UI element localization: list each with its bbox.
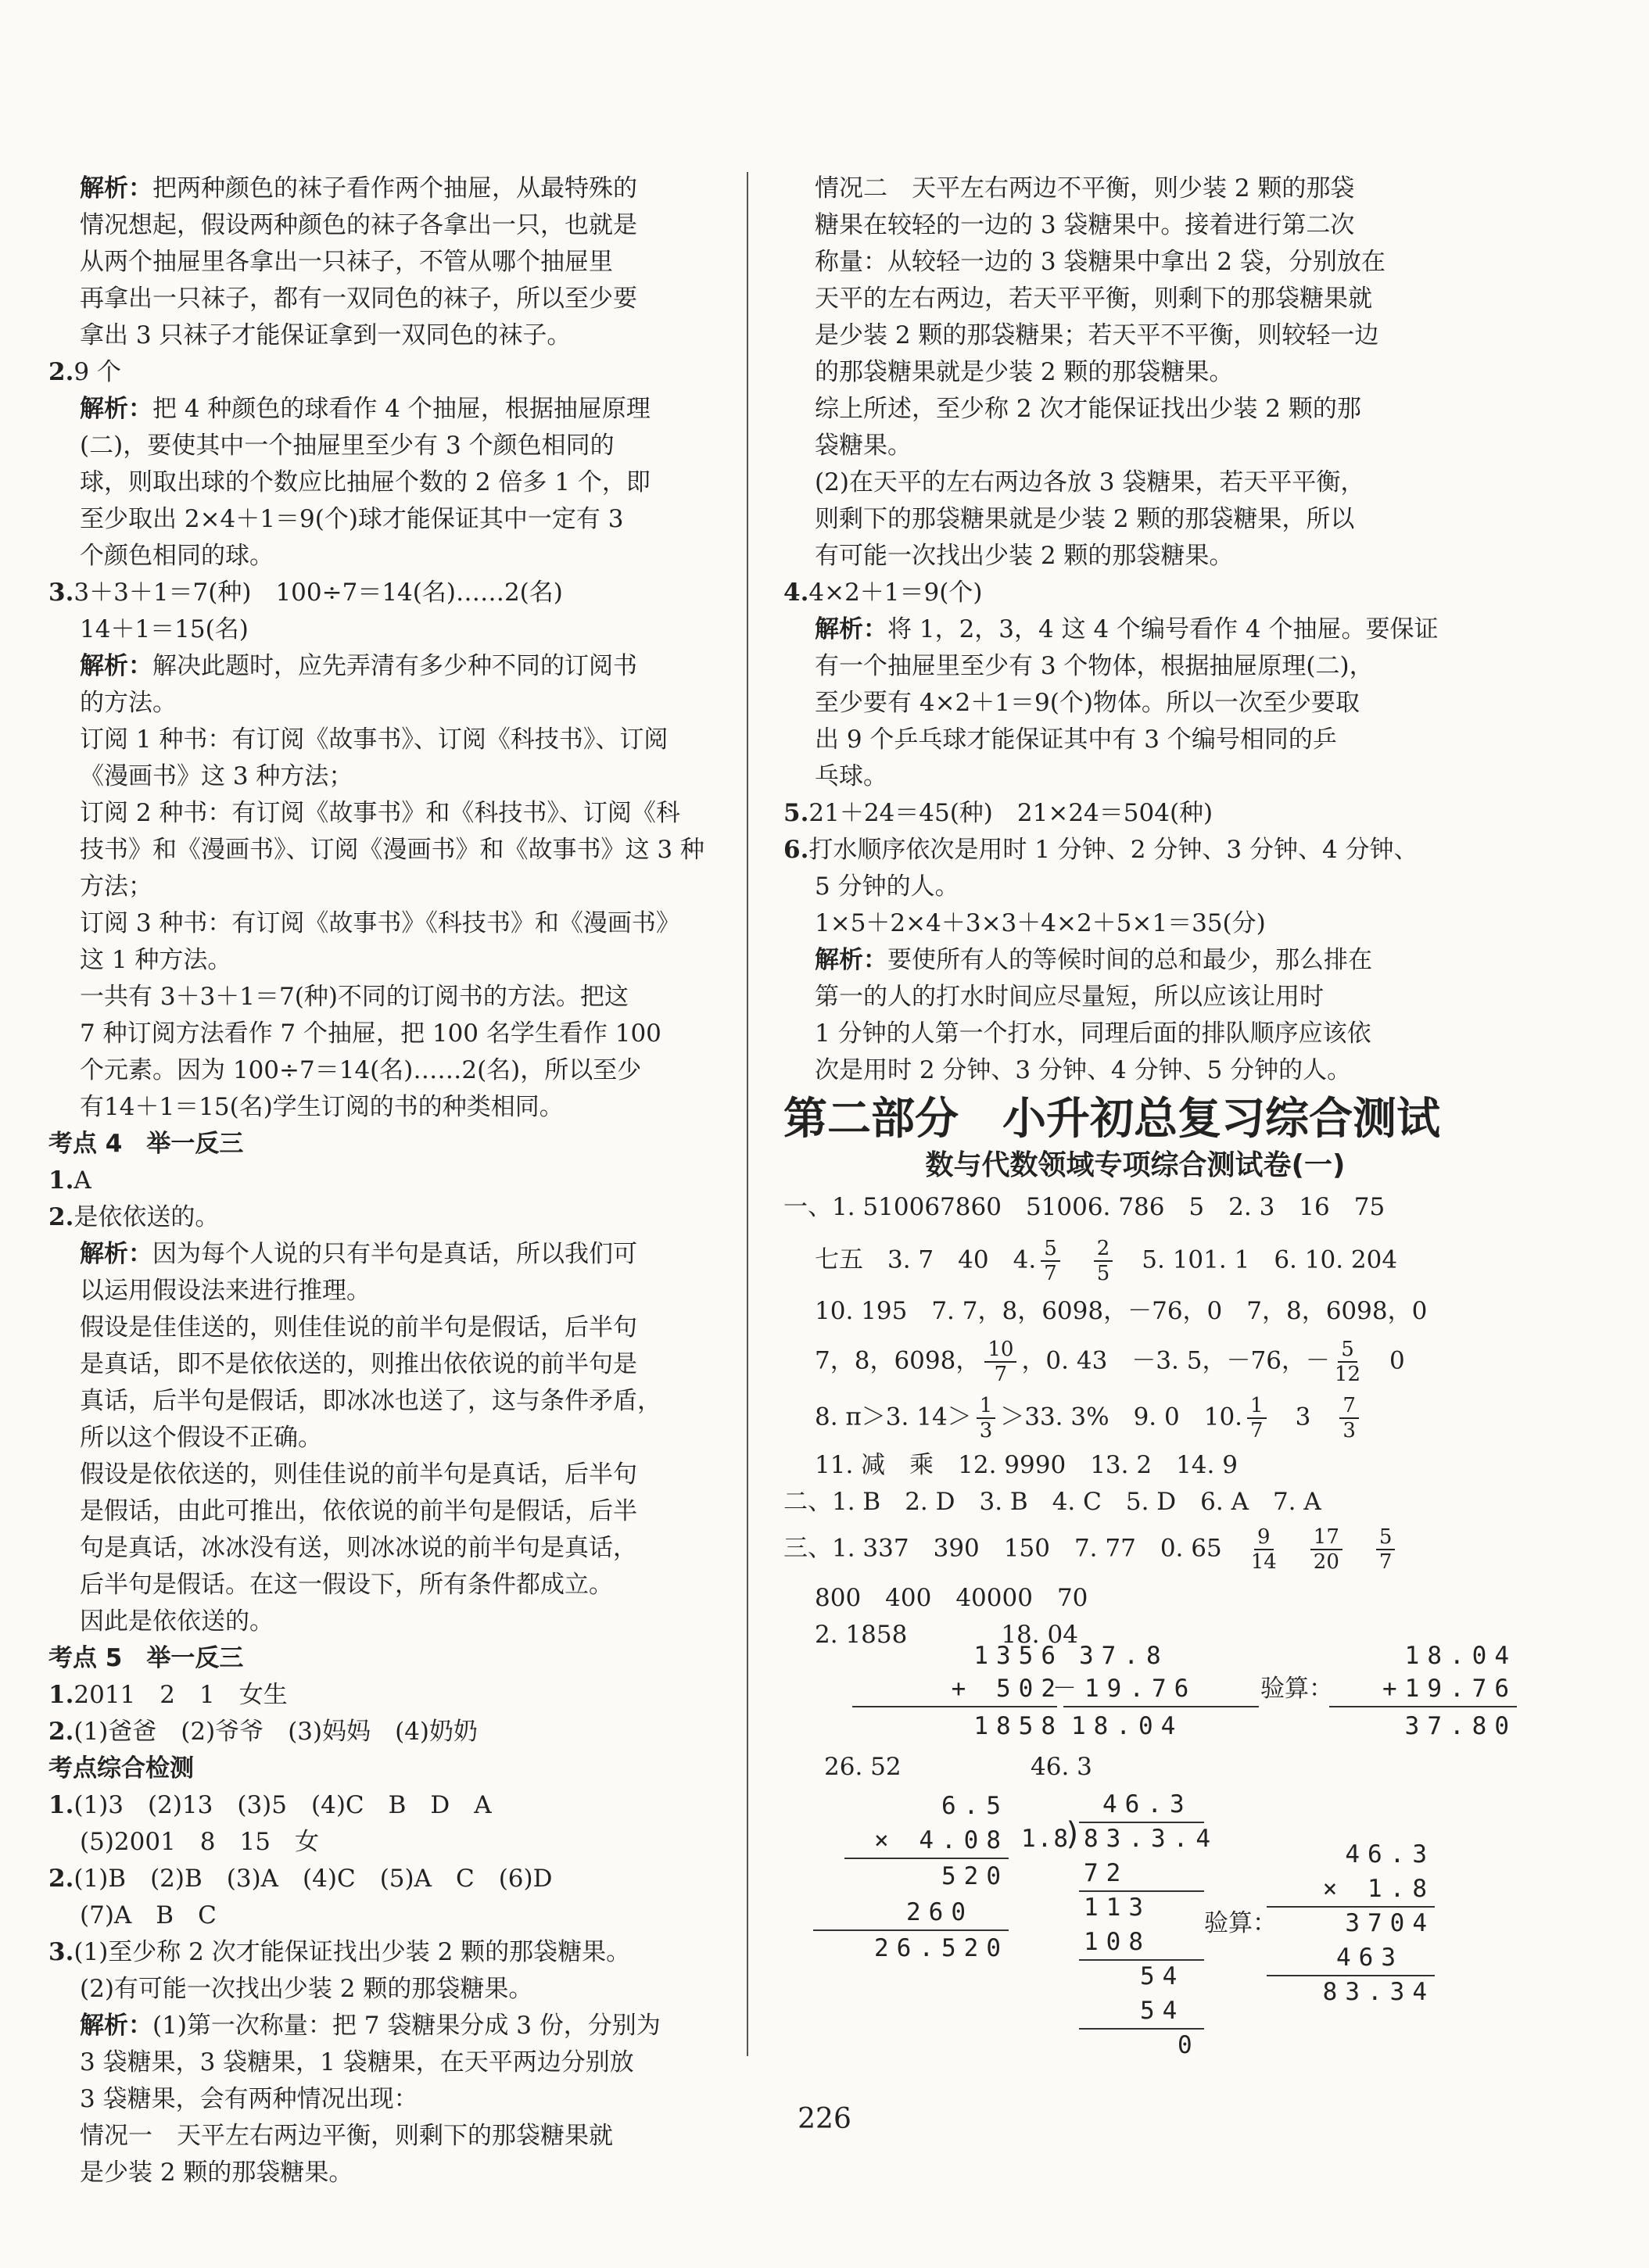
item-number: 2.: [48, 358, 74, 386]
answers-section-2: 二、1. B 2. D 3. B 4. C 5. D 6. A 7. A: [783, 1488, 1321, 1516]
text-line: [48, 1603, 721, 1640]
line-text: 的方法。: [80, 689, 177, 717]
line-text: 称量：从较轻一边的 3 袋糖果中拿出 2 袋，分别放在: [815, 248, 1386, 276]
text-line: [48, 207, 721, 244]
text-line: [783, 244, 1612, 281]
line-text: 因此是依依送的。: [80, 1607, 274, 1636]
text-line: [783, 1016, 1612, 1052]
line-text: 至少要有 4×2＋1＝9(个)物体。所以一次至少要取: [815, 689, 1360, 717]
line-text: 订阅 1 种书：有订阅《故事书》、订阅《科技书》、订阅: [80, 726, 669, 754]
text-line: [48, 1934, 721, 1971]
analysis-label: 解析：: [80, 1240, 152, 1268]
line-text: 假设是佳佳送的，则佳佳说的前半句是假话，后半句: [80, 1313, 637, 1342]
section-heading: 考点 4 举一反三: [48, 1130, 244, 1158]
calc-row: × 1.8: [1322, 1875, 1435, 1903]
text-line: [48, 538, 721, 575]
text-line: [783, 501, 1612, 538]
analysis-label: 解析：: [80, 174, 152, 202]
calc-row: 260: [906, 1898, 973, 1926]
text-line: [783, 317, 1612, 354]
s3-line-3: 2. 1858 18. 04: [815, 1621, 1078, 1649]
text-line: [48, 1199, 721, 1236]
text-line: [783, 685, 1612, 722]
text-line: [783, 942, 1612, 979]
text-line: [48, 1897, 721, 1934]
line-text: 以运用假设法来进行推理。: [80, 1277, 371, 1305]
text-line: [48, 1971, 721, 2008]
line-text: 把两种颜色的袜子看作两个抽屉，从最特殊的: [152, 174, 637, 202]
text-line: [48, 869, 721, 905]
calc-row: 26.520: [874, 1934, 1009, 1962]
item-number: 3.: [48, 579, 74, 607]
calc-rule: [813, 1929, 1009, 1931]
page-number: 226: [798, 2103, 851, 2135]
calc-row: 37.80: [1404, 1712, 1517, 1740]
text-line: [783, 354, 1612, 391]
part-title: 第二部分 小升初总复习综合测试: [783, 1094, 1440, 1145]
text-line: [48, 1677, 721, 1714]
text-line: [48, 1456, 721, 1493]
line-text: 3 袋糖果，3 袋糖果，1 袋糖果，在天平两边分别放: [80, 2048, 634, 2076]
text-line: [48, 1236, 721, 1273]
text-line: [48, 281, 721, 317]
s3-line-4a: 26. 52: [824, 1753, 902, 1781]
text-line: [48, 1530, 721, 1567]
line-text: 4×2＋1＝9(个): [808, 579, 983, 607]
line-text: 从两个抽屉里各拿出一只袜子，不管从哪个抽屉里: [80, 248, 613, 276]
line-text: 句是真话，冰冰没有送，则冰冰说的前半句是真话，: [80, 1534, 637, 1562]
line-text: 9 个: [73, 358, 121, 386]
line-text: 3 袋糖果，会有两种情况出现：: [80, 2085, 418, 2113]
calc-row: 3704: [1345, 1909, 1435, 1937]
line-text: 打水顺序依次是用时 1 分钟、2 分钟、3 分钟、4 分钟、: [808, 836, 1418, 864]
text-line: [48, 1420, 721, 1456]
item-number: 5.: [783, 799, 809, 827]
text-line: [48, 1567, 721, 1603]
line-text: 糖果在较轻的一边的 3 袋糖果中。接着进行第二次: [815, 211, 1355, 239]
text-line: [48, 611, 721, 648]
calc-row: 1356: [973, 1642, 1063, 1670]
s1-line-5: 8. π＞3. 14＞ $\frac{1}{3}$ ＞33. 3% 9. 0 10. $\frac{1}{7}$ 3 $\frac{7}{3}$: [783, 1394, 1612, 1442]
s1-line-1: 一、1. 510067860 51006. 786 5 2. 3 16 75: [783, 1193, 1386, 1221]
line-text: 方法；: [80, 872, 152, 901]
s3-line-1: 三、1. 337 390 150 7. 77 0. 65 $\frac{9}{14}$ $\frac{17}{20}$ $\frac{5}{7}$: [783, 1525, 1612, 1574]
calc-row: +19.76: [1382, 1675, 1517, 1703]
line-text: 有可能一次找出少装 2 颗的那袋糖果。: [815, 542, 1234, 570]
line-text: 这 1 种方法。: [80, 946, 232, 974]
line-text: 乓球。: [815, 762, 887, 790]
text-line: [48, 575, 721, 611]
line-text: 7 种订阅方法看作 7 个抽屉，把 100 名学生看作 100: [80, 1019, 661, 1048]
text-line: [48, 1163, 721, 1199]
text-line: [783, 538, 1612, 575]
line-text: 次是用时 2 分钟、3 分钟、4 分钟、5 分钟的人。: [815, 1056, 1352, 1084]
item-number: 3.: [48, 1938, 74, 1966]
line-text: 是真话，即不是依依送的，则推出依依说的前半句是: [80, 1350, 637, 1378]
check-label: 验算：: [1204, 1909, 1277, 1937]
check-label: 验算：: [1260, 1675, 1333, 1703]
s1-line-3: 10. 195 7. 7，8，6098，－76，0 7，8，6098，0: [815, 1297, 1428, 1325]
text-line: [48, 428, 721, 464]
line-text: 2011 2 1 女生: [73, 1681, 288, 1709]
calc-row: 108: [1084, 1928, 1151, 1956]
section-heading: 考点 5 举一反三: [48, 1644, 244, 1672]
text-line: [48, 905, 721, 942]
text-line: [48, 170, 721, 207]
fraction: $\frac{5}{7}$: [1041, 1237, 1060, 1285]
line-text: 后半句是假话。在这一假设下，所有条件都成立。: [80, 1571, 613, 1599]
text-line: [48, 979, 721, 1016]
text-line: [48, 1714, 721, 1750]
line-text: (1)3 (2)13 (3)5 (4)C B D A: [73, 1791, 492, 1819]
fraction: $\frac{17}{20}$: [1310, 1525, 1343, 1574]
line-text: (7)A B C: [80, 1901, 217, 1929]
line-text: (1)第一次称量：把 7 袋糖果分成 3 份，分别为: [152, 2012, 661, 2040]
fraction: $\frac{2}{5}$: [1094, 1237, 1113, 1285]
line-text: 订阅 3 种书：有订阅《故事书》《科技书》和《漫画书》: [80, 909, 680, 937]
line-text: A: [73, 1166, 91, 1195]
line-text: (2)有可能一次找出少装 2 颗的那袋糖果。: [80, 1975, 533, 2003]
analysis-label: 解析：: [80, 652, 152, 680]
text-line: [783, 611, 1612, 648]
line-text: 解决此题时，应先弄清有多少种不同的订阅书: [152, 652, 637, 680]
analysis-label: 解析：: [80, 2012, 152, 2040]
calc-row: －19.76: [1052, 1675, 1197, 1703]
line-text: 3＋3＋1＝7(种) 100÷7＝14(名)……2(名): [73, 579, 563, 607]
item-number: 2.: [48, 1718, 74, 1746]
s1-line-4: 7，8，6098， $\frac{10}{7}$ ，0. 43 －3. 5，－76，－ $\frac{5}{12}$ 0: [815, 1338, 1405, 1386]
text-line: [48, 317, 721, 354]
analysis-label: 解析：: [80, 395, 152, 423]
fraction: $\frac{9}{14}$: [1250, 1525, 1277, 1574]
text-line: [48, 758, 721, 795]
calc-row: 83.34: [1322, 1978, 1435, 2006]
calc-row: 463: [1336, 1944, 1403, 1972]
line-text: 《漫画书》这 3 种方法；: [80, 762, 353, 790]
s1-line-2: [783, 1237, 1612, 1285]
section-heading: 考点综合检测: [48, 1754, 194, 1783]
calc-row: 37.8: [1079, 1642, 1169, 1670]
line-text: 情况一 天平左右两边平衡，则剩下的那袋糖果就: [80, 2122, 613, 2150]
item-number: 6.: [783, 836, 809, 864]
calc-dividend: 83.3.4: [1084, 1825, 1218, 1853]
item-number: 2.: [48, 1203, 74, 1231]
text-line: [783, 905, 1612, 942]
text-line: [48, 1016, 721, 1052]
text-line: [783, 170, 1612, 207]
line-text: 因为每个人说的只有半句是真话，所以我们可: [152, 1240, 637, 1268]
text-line: [48, 1824, 721, 1861]
text-line: [48, 501, 721, 538]
calc-row: + 502: [951, 1675, 1063, 1703]
text-line: [48, 1346, 721, 1383]
calc-rule: [844, 1858, 1009, 1859]
line-text: 将 1，2，3，4 这 4 个编号看作 4 个抽屉。要保证: [887, 615, 1439, 643]
line-text: 至少取出 2×4＋1＝9(个)球才能保证其中一定有 3: [80, 505, 624, 533]
line-text: 14＋1＝15(名): [80, 615, 249, 643]
answers-section-1: [783, 1189, 1612, 1484]
s3-line-4b: 46. 3: [1031, 1753, 1092, 1781]
text-line: [783, 207, 1612, 244]
text-line: [783, 464, 1612, 501]
calc-row: 0: [1178, 2031, 1200, 2059]
calc-row: 72: [1084, 1859, 1129, 1887]
line-text: 是假话，由此可推出，依依说的前半句是假话，后半: [80, 1497, 637, 1525]
text-line: [783, 281, 1612, 317]
text-line: [783, 1052, 1612, 1089]
text-line: [48, 2008, 721, 2044]
line-text: 天平的左右两边，若天平平衡，则剩下的那袋糖果就: [815, 285, 1372, 313]
line-text: 情况想起，假设两种颜色的袜子各拿出一只，也就是: [80, 211, 637, 239]
line-text: 1×5＋2×4＋3×3＋4×2＋5×1＝35(分): [815, 909, 1266, 937]
calc-row: 1858: [973, 1712, 1063, 1740]
calc-row: 113: [1084, 1894, 1151, 1922]
text-line: [783, 979, 1612, 1016]
s3-line-2: 800 400 40000 70: [815, 1584, 1088, 1612]
text-line: [48, 1052, 721, 1089]
line-text: 是少装 2 颗的那袋糖果；若天平不平衡，则较轻一边: [815, 321, 1379, 349]
calc-divisor: 1.8: [1021, 1825, 1070, 1853]
text-line: [783, 869, 1612, 905]
line-text: 所以这个假设不正确。: [80, 1424, 322, 1452]
analysis-label: 解析：: [815, 615, 887, 643]
line-text: (5)2001 8 15 女: [80, 1828, 319, 1856]
calc-row: 520: [941, 1862, 1009, 1890]
line-text: 要使所有人的等候时间的总和最少，那么排在: [887, 946, 1372, 974]
line-text: 真话，后半句是假话，即冰冰也送了，这与条件矛盾，: [80, 1387, 661, 1415]
text-line: [783, 428, 1612, 464]
text-line: [48, 1861, 721, 1897]
line-text: 21＋24＝45(种) 21×24＝504(种): [808, 799, 1213, 827]
line-text: 拿出 3 只袜子才能保证拿到一双同色的袜子。: [80, 321, 572, 349]
line-text: 的那袋糖果就是少装 2 颗的那袋糖果。: [815, 358, 1234, 386]
fraction: $\frac{1}{7}$: [1247, 1394, 1267, 1442]
calc-row: 46.3: [1345, 1840, 1435, 1869]
calc-row: 54: [1140, 1997, 1185, 2025]
line-text: 有14＋1＝15(名)学生订阅的书的种类相同。: [80, 1093, 564, 1121]
text-line: [48, 391, 721, 428]
line-text: 技书》和《漫画书》、订阅《漫画书》和《故事书》这 3 种: [80, 836, 704, 864]
text-line: [48, 244, 721, 281]
text-line: [48, 1310, 721, 1346]
fraction: $\frac{5}{12}$: [1334, 1338, 1361, 1386]
calc-row: 18.04: [1071, 1712, 1184, 1740]
item-number: 4.: [783, 579, 809, 607]
line-text: 则剩下的那袋糖果就是少装 2 颗的那袋糖果，所以: [815, 505, 1355, 533]
calc-row: × 4.08: [874, 1826, 1009, 1854]
analysis-label: 解析：: [815, 946, 887, 974]
calc-row: 6.5: [941, 1792, 1009, 1820]
division-bracket: ): [1063, 1816, 1083, 1852]
fraction: $\frac{7}{3}$: [1339, 1394, 1359, 1442]
fraction: $\frac{10}{7}$: [984, 1338, 1016, 1386]
text-line: [48, 1787, 721, 1824]
s1-line-6: 11. 减 乘 12. 9990 13. 2 14. 9: [815, 1451, 1238, 1479]
text-line: [783, 722, 1612, 758]
calc-quotient: 46.3: [1102, 1790, 1192, 1818]
text-line: [783, 832, 1612, 869]
line-text: 个元素。因为 100÷7＝14(名)……2(名)，所以至少: [80, 1056, 642, 1084]
text-line: [48, 685, 721, 722]
text-line: [48, 1493, 721, 1530]
text-line: [48, 795, 721, 832]
item-number: 1.: [48, 1681, 74, 1709]
line-text: 有一个抽屉里至少有 3 个物体，根据抽屉原理(二)，: [815, 652, 1374, 680]
line-text: 出 9 个乒乓球才能保证其中有 3 个编号相同的乒: [815, 726, 1337, 754]
left-column: [48, 170, 721, 2191]
text-line: [783, 795, 1612, 832]
text-line: [783, 648, 1612, 685]
text-line: [48, 1089, 721, 1126]
calc-rule: [1063, 1706, 1259, 1707]
line-text: 是依依送的。: [73, 1203, 220, 1231]
line-text: 1 分钟的人第一个打水，同理后面的排队顺序应该依: [815, 1019, 1371, 1048]
text-line: [783, 391, 1612, 428]
text-line: [48, 2155, 721, 2191]
line-text: 个颜色相同的球。: [80, 542, 274, 570]
calc-rule: [852, 1706, 1057, 1707]
line-text: 一共有 3＋3＋1＝7(种)不同的订阅书的方法。把这: [80, 983, 629, 1011]
right-column: [783, 170, 1612, 1654]
line-text: 把 4 种颜色的球看作 4 个抽屉，根据抽屉原理: [152, 395, 651, 423]
line-text: (1)爸爸 (2)爷爷 (3)妈妈 (4)奶奶: [73, 1718, 479, 1746]
s1-line-2b: 5. 101. 1 6. 10. 204: [1142, 1245, 1398, 1274]
line-text: (二)，要使其中一个抽屉里至少有 3 个颜色相同的: [80, 432, 615, 460]
line-text: (1)B (2)B (3)A (4)C (5)A C (6)D: [73, 1865, 553, 1893]
line-text: 订阅 2 种书：有订阅《故事书》和《科技书》、订阅《科: [80, 799, 680, 827]
item-number: 1.: [48, 1166, 74, 1195]
item-number: 2.: [48, 1865, 74, 1893]
line-text: 综上所述，至少称 2 次才能保证找出少装 2 颗的那: [815, 395, 1361, 423]
calc-rule: [1329, 1706, 1517, 1707]
calc-row: 54: [1140, 1962, 1185, 1990]
line-text: (2)在天平的左右两边各放 3 袋糖果，若天平平衡，: [815, 468, 1365, 496]
line-text: 第一的人的打水时间应尽量短，所以应该让用时: [815, 983, 1324, 1011]
right-column-text: [783, 170, 1612, 1089]
item-number: 1.: [48, 1791, 74, 1819]
line-text: 是少装 2 颗的那袋糖果。: [80, 2159, 353, 2187]
fraction: $\frac{5}{7}$: [1376, 1525, 1396, 1574]
line-text: 情况二 天平左右两边不平衡，则少装 2 颗的那袋: [815, 174, 1355, 202]
text-line: [48, 2044, 721, 2081]
fraction: $\frac{1}{3}$: [977, 1394, 996, 1442]
text-line: [48, 722, 721, 758]
text-line: [783, 575, 1612, 611]
text-line: [48, 648, 721, 685]
text-line: [48, 464, 721, 501]
text-line: [48, 354, 721, 391]
line-text: 假设是依依送的，则佳佳说的前半句是真话，后半句: [80, 1460, 637, 1489]
section-subtitle: 数与代数领域专项综合测试卷(一): [925, 1149, 1346, 1181]
text-line: [48, 1273, 721, 1310]
text-line: [48, 1383, 721, 1420]
line-text: 袋糖果。: [815, 432, 912, 460]
line-text: (1)至少称 2 次才能保证找出少装 2 颗的那袋糖果。: [73, 1938, 631, 1966]
line-text: 5 分钟的人。: [815, 872, 959, 901]
line-text: 再拿出一只袜子，都有一双同色的袜子，所以至少要: [80, 285, 637, 313]
text-line: [48, 942, 721, 979]
s1-line-2a: 七五 3. 7 40 4.: [815, 1245, 1037, 1274]
line-text: 球，则取出球的个数应比抽屉个数的 2 倍多 1 个，即: [80, 468, 651, 496]
column-divider: [747, 172, 748, 2056]
text-line: [48, 832, 721, 869]
text-line: [783, 758, 1612, 795]
calc-row: 18.04: [1404, 1642, 1517, 1670]
